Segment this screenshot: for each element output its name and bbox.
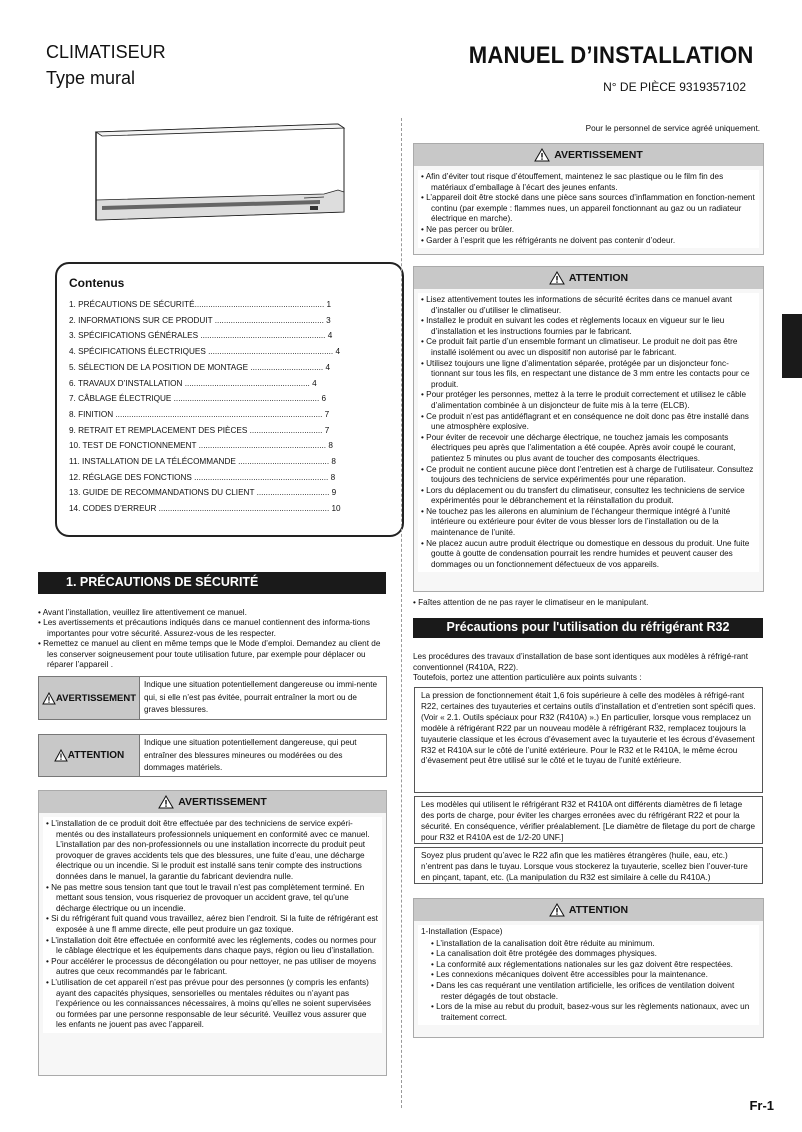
toc-item[interactable]: 3. SPÉCIFICATIONS GÉNÉRALES ....................................................... 4 [69,331,333,341]
warning-item: • L’installation de ce produit doit être effectuée par des techniciens de service expéri-mentés ou des installateurs professionnels uniquement en conformité avec ce manuel. L’installation par des non-professionnels ou une installation incorrecte du produit peut provoquer de graves accidents tels que des blessures, une fuite d’eau, une décharge électrique ou un incendie. Si le produit est installé sans tenir compte des instructions données dans le manuel, la garantie du fabricant deviendra nulle. [46,819,370,881]
warning-item: • Ne pas mettre sous tension tant que tout le travail n’est pas complètement terminé. En mettant sous tension, vous risqueriez de provoquer un accident grave, tel qu’une décharge électrique ou un incendie. [46,882,365,913]
attention-item: • La canalisation doit être protégée des dommages physiques. [431,949,657,959]
attention-item: • Utilisez toujours une ligne d’alimentation séparée, protégée par un disjoncteur fonc-tionnant sur tous les fils, en respectant une distance de 3 mm entre les contacts pour ce produit. [421,358,750,389]
attention-box-body [418,925,759,1025]
attention-item: • Lors du déplacement ou du transfert du climatiseur, consultez les techniciens de service expérimentés pour le débranchement et la réinstallation du produit. [421,485,745,506]
warning-box-header [414,144,763,166]
intro-item: • Remettez ce manuel au client en même temps que le Mode d’emploi. Demandez au client de les conserver soigneusement pour toute utilisation future, par exemple pour déplacer ou réparer l’appareil . [38,639,381,670]
toc-list [69,297,390,517]
r32-intro [413,652,764,684]
handling-note: • Faîtes attention de ne pas rayer le climatiseur en le manipulant. [413,598,649,607]
r32-section-heading: Précautions pour l'utilisation du réfrigérant R32 [413,618,763,638]
warning-triangle-icon [549,271,565,285]
intro-list [38,608,390,670]
part-number: N° DE PIÈCE 9319357102 [603,80,746,94]
attention-item: • Pour protéger les personnes, mettez à la terre le produit correctement et utilisez le câble d’alimentation combinée à un disjoncteur de fuite mis à la terre (ELCB). [421,390,747,410]
toc-item[interactable]: 9. RETRAIT ET REMPLACEMENT DES PIÈCES ................................ 7 [69,425,330,435]
warning-triangle-icon [54,749,68,762]
product-name: CLIMATISEUR [46,42,166,62]
attention-item: • La conformité aux réglementations nationales sur les gaz doivent être respectées. [431,959,733,969]
signal-attention-desc: Indique une situation potentiellement dangereuse, qui peut entraîner des blessures mineures ou modérées ou des dommages matériels. [139,735,386,776]
signal-attention-text: ATTENTION [67,750,125,761]
warning-item: • Pour accélérer le processus de décongélation ou pour nettoyer, ne pas utiliser de moyens autres que ceux recommandés par le fabricant. [46,956,377,977]
attention-item: • Lors de la mise au rebut du produit, basez-vous sur les règlements nationaux, avec un traitement correct. [431,1002,750,1022]
warning-triangle-icon [549,903,565,917]
manual-title: MANUEL D’INSTALLATION [469,42,754,69]
warning-triangle-icon [158,795,174,809]
attention-box-body [418,293,759,572]
toc-item[interactable]: 10. TEST DE FONCTIONNEMENT ........................................................ 8 [69,441,333,451]
chapter-tab-marker [782,314,802,378]
signal-warning-label [39,677,139,719]
r32-intro-text: Les procédures des travaux d’installation de base sont identiques aux modèles à réfrigé-rant conventionnel (R410A, R22). [413,652,748,672]
attention-box-title: ATTENTION [568,272,629,284]
warning-item: • Garder à l’esprit que les réfrigérants ne doivent pas contenir d’odeur. [421,235,676,245]
service-note: Pour le personnel de service agréé uniquement. [585,124,760,133]
attention-item: • Pour éviter de recevoir une décharge électrique, ne touchez jamais les composants électriques peu après que l’alimentation a été coupée. Après avoir coupé le courant, patientez 5 minutes ou plus avant de toucher des composants électriques. [421,432,736,463]
attention-item: • Ce produit fait partie d’un ensemble formant un climatiseur. Le produit ne doit pas être installé isolément ou avec un dispositif non autorisé par le fabricant. [421,337,738,357]
warning-triangle-icon [534,148,550,162]
toc-item[interactable]: 11. INSTALLATION DE LA TÉLÉCOMMANDE ........................................ 8 [69,457,336,467]
warning-triangle-icon [42,692,56,705]
warning-box-header [39,791,386,813]
warning-item: • Ne pas percer ou brûler. [421,224,514,234]
toc-item[interactable]: 12. RÉGLAGE DES FONCTIONS ........................................................... 8 [69,472,336,482]
toc-item[interactable]: 8. FINITION ........................................................................................... 7 [69,409,330,419]
toc-item[interactable]: 1. PRÉCAUTIONS DE SÉCURITÉ......................................................... 1 [69,300,332,309]
attention-item: • L’installation de la canalisation doit être réduite au minimum. [431,938,655,948]
toc-item[interactable]: 2. INFORMATIONS SUR CE PRODUIT ................................................ 3 [69,315,331,325]
signal-warning-text: AVERTISSEMENT [55,692,137,704]
warning-box-right [413,143,764,255]
signal-warning-desc: Indique une situation potentiellement dangereuse ou immi-nente qui, si elle n’est pas évitée, pourrait entraîner la mort ou de graves blessures. [139,677,386,719]
column-divider [401,118,402,1108]
attention-box-header [414,899,763,921]
warning-box-body [418,170,759,248]
attention-item: • Les connexions mécaniques doivent être accessibles pour la maintenance. [431,970,708,980]
warning-item: • L’utilisation de cet appareil n’est pas prévue pour des personnes (y compris les enfants) ayant des capacités physiques, sensorielles ou mentales réduites ou n’ayant pas l’expérience ou les connaissances nécessaires, à moins qu’elles ne soient supervisées ou formées par une personne responsable de leur sécurité. Veuillez vous assurer que les enfants ne jouent pas avec l’appareil. [46,977,371,1030]
r32-intro-text: Toutefois, portez une attention particulière aux points suivants : [413,673,642,683]
signal-attention-label [39,735,139,776]
product-type: Type mural [46,68,136,88]
warning-box-title: AVERTISSEMENT [554,149,643,161]
toc-item[interactable]: 13. GUIDE DE RECOMMANDATIONS DU CLIENT ................................ 9 [69,488,337,498]
table-of-contents [55,262,404,537]
toc-item[interactable]: 5. SÉLECTION DE LA POSITION DE MONTAGE ................................ 4 [69,362,330,372]
attention-subheading: 1-Installation (Espace) [421,927,503,936]
page-number: Fr-1 [749,1098,774,1113]
section-heading: 1. PRÉCAUTIONS DE SÉCURITÉ [38,572,386,594]
attention-item: • Ne touchez pas les ailerons en aluminium de l’échangeur thermique intégré à l’unité intérieure ou extérieure pour éviter de vous blesser lors de l’installation ou de la maintenance de l’unité. [421,506,731,538]
toc-title: Contenus [69,276,125,290]
warning-box [38,790,387,1076]
attention-item: • Ce produit ne contient aucune pièce dont l’entretien est à charge de l’utilisateur. Consultez toujours des techniciens de service expérimentés pour une réparation. [421,464,754,485]
warning-box-body [43,817,382,1033]
attention-item: • Ne placez aucun autre produit électrique ou domestique en dessous du produit. Une fuite goutte à goutte de condensation pourrait les rendre humides et peuvent causer des dommages ou un fonctionnement défectueux de vos appareils. [421,538,750,569]
warning-item: • Afin d’éviter tout risque d’étouffement, maintenez le sac plastique ou le film fin des matériaux d’emballage à l’écart des jeunes enfants. [421,172,724,192]
air-conditioner-illustration [88,120,353,235]
toc-item[interactable]: 4. SPÉCIFICATIONS ÉLECTRIQUES ....................................................... 4 [69,347,341,357]
toc-item[interactable]: 14. CODES D’ERREUR ........................................................................... 10 [69,504,341,514]
attention-item: • Ce produit n’est pas antidéflagrant et en conséquence ne doit donc pas être installé dans une atmosphère explosive. [421,411,749,432]
intro-item: • Avant l’installation, veuillez lire attentivement ce manuel. [38,608,247,617]
signal-attention-box [38,734,387,777]
attention-box-right [413,266,764,592]
warning-item: • L’appareil doit être stocké dans une pièce sans sources d’inflammation en fonction-nement continu (par exemple : flammes nues, un appareil fonctionnant au gaz ou un radiateur électrique en marche). [421,193,755,224]
signal-warning-box [38,676,387,720]
attention-box-header [414,267,763,289]
r32-info-box: La pression de fonctionnement était 1,6 fois supérieure à celle des modèles à réfrigé-rant R22, certaines des tuyauteries et certains outils d’installation et d’entretien sont spécifi ques. (Voir « 2.1. Outils spéciaux pour R32 (R410A) ».) En particulier, lorsque vous remplacez un modèle à réfrigérant R22 par un nouveau modèle à réfrigérant R32, remplacez toujours la tuyauterie classique et les écrous d’évasement avec la tuyauterie et les écrous d’évasement R32 et R410A sur le côté de l’unité extérieure. Pour le R32 et le R410A, le même écrou d’évasement peut être utilisé sur le côté et le tuyau de l’unité extérieure. [414,687,763,793]
r32-info-box: Soyez plus prudent qu’avec le R22 afin que les matières étrangères (huile, eau, etc.) n’entrent pas dans le tuyau. Lorsque vous stockerez la tuyauterie, scellez bien l’ouver-ture en pinçant, tapant, etc. (La manipulation du R32 est similaire à celle du R410A.) [414,847,763,884]
toc-item[interactable]: 7. CÂBLAGE ÉLECTRIQUE ................................................................ 6 [69,394,327,404]
warning-item: • L’installation doit être effectuée en conformité avec les réglements, codes ou normes pour le câblage électrique et les équipements dans chaque pays, région ou lieu d’installation. [46,935,377,956]
attention-box-title: ATTENTION [568,904,629,916]
attention-item: • Lisez attentivement toutes les informations de sécurité écrites dans ce manuel avant d’installer ou d’utiliser le climatiseur. [421,295,732,315]
intro-item: • Les avertissements et précautions indiqués dans ce manuel contiennent des informa-tions importantes pour votre sécurité. Assurez-vous de les respecter. [38,618,370,638]
attention-item: • Dans les cas requérant une ventilation artificielle, les orifices de ventilation doivent rester dégagés de tout obstacle. [431,980,735,1001]
r32-info-box: Les modèles qui utilisent le réfrigérant R32 et R410A ont différents diamètres de fi letage des ports de charge, pour éviter les charges erronées avec du réfrigérant R22 et pour la sécurité. En conséquence, vérifier préalablement. [Le diamètre de filetage du port de charge pour R32 et R410A est de 1/2-20 UNF.] [414,796,763,844]
attention-box-installation [413,898,764,1038]
toc-item[interactable]: 6. TRAVAUX D’INSTALLATION ....................................................... 4 [69,378,317,388]
warning-item: • Si du réfrigérant fuit quand vous travaillez, aérez bien l’endroit. Si la fuite de réfrigérant est exposée à une fl amme directe, elle peut produire un gaz toxique. [46,914,378,934]
attention-item: • Installez le produit en suivant les codes et règlements locaux en vigueur sur le lieu d’installation et les instructions fournies par le fabricant. [421,316,725,336]
warning-box-title: AVERTISSEMENT [178,796,267,808]
